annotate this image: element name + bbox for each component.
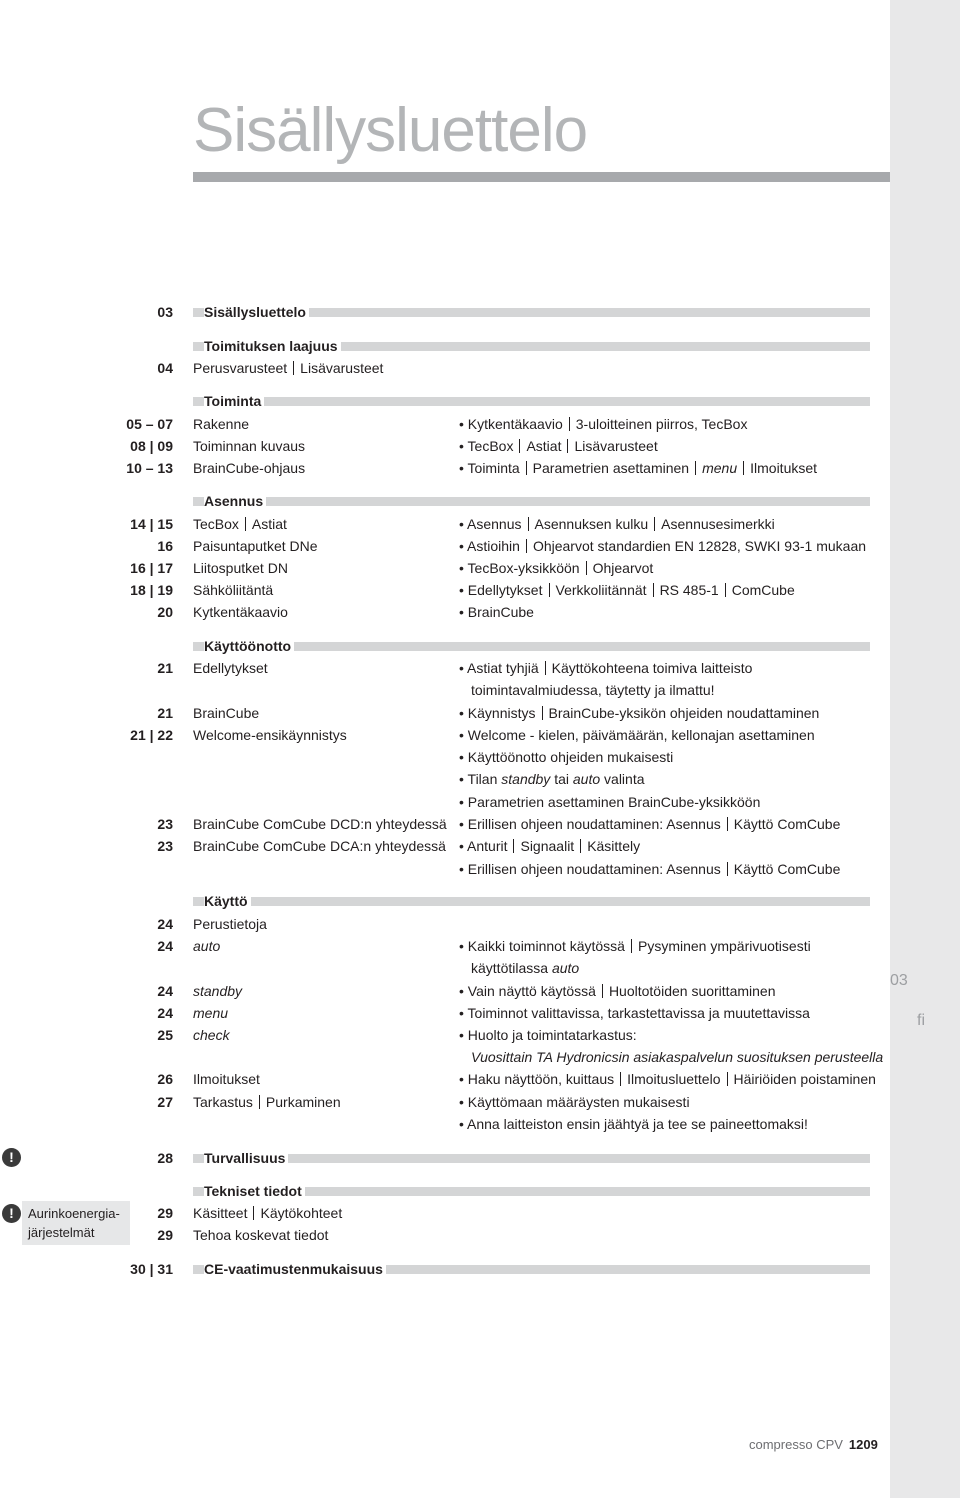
footer-code: 1209 bbox=[848, 1437, 878, 1452]
toc-entry: Liitosputket DN bbox=[193, 560, 288, 576]
toc-detail-continuation: käyttötilassa auto bbox=[471, 960, 580, 976]
toc-detail: • Welcome - kielen, päivämäärän, kellonajan asettaminen bbox=[459, 727, 815, 743]
section-page-number: 28 bbox=[157, 1150, 173, 1166]
page-title: Sisällysluettelo bbox=[193, 96, 588, 165]
section-heading: Sisällysluettelo bbox=[204, 304, 309, 320]
toc-detail: • Anturit Signaalit Käsittely bbox=[459, 838, 641, 854]
toc-entry: standby bbox=[193, 983, 243, 999]
toc-entry: Tehoa koskevat tiedot bbox=[193, 1227, 329, 1243]
toc-detail: • Haku näyttöön, kuittaus Ilmoitusluettelo Häiriöiden poistaminen bbox=[459, 1071, 876, 1087]
page-number: 16 | 17 bbox=[130, 560, 173, 576]
toc-entry: Kytkentäkaavio bbox=[193, 604, 288, 620]
toc-detail: • Erillisen ohjeen noudattaminen: Asennus Käyttö ComCube bbox=[459, 816, 841, 832]
toc-detail: • Astiat tyhjiä Käyttökohteena toimiva laitteisto bbox=[459, 660, 753, 676]
page-number: 05 – 07 bbox=[126, 416, 173, 432]
toc-detail: • Edellytykset Verkkoliitännät RS 485-1 ComCube bbox=[459, 582, 795, 598]
toc-detail: • Huolto ja toimintatarkastus: bbox=[459, 1027, 637, 1043]
toc-entry: Käsitteet Käytökohteet bbox=[193, 1205, 343, 1221]
toc-detail: • Asennus Asennuksen kulku Asennusesimerkki bbox=[459, 516, 775, 532]
toc-detail: • Toiminta Parametrien asettaminen menu Ilmoitukset bbox=[459, 460, 818, 476]
section-page-number: 30 | 31 bbox=[130, 1261, 173, 1277]
section-heading: Toiminta bbox=[204, 393, 264, 409]
page-number: 29 bbox=[157, 1227, 173, 1243]
toc-entry: Paisuntaputket DNe bbox=[193, 538, 318, 554]
page-number: 04 bbox=[157, 360, 173, 376]
toc-entry: TecBox Astiat bbox=[193, 516, 287, 532]
toc-detail: • TecBox Astiat Lisävarusteet bbox=[459, 438, 658, 454]
solar-systems-box bbox=[22, 1201, 130, 1245]
toc-entry: Rakenne bbox=[193, 416, 250, 432]
page-number: 24 bbox=[157, 983, 173, 999]
page-number: 24 bbox=[157, 1005, 173, 1021]
page-footer bbox=[749, 1437, 878, 1452]
page-number: 18 | 19 bbox=[130, 582, 173, 598]
page-number: 27 bbox=[157, 1094, 173, 1110]
toc-detail: • Tilan standby tai auto valinta bbox=[459, 771, 645, 787]
toc-entry: auto bbox=[193, 938, 221, 954]
toc-entry: BrainCube ComCube DCA:n yhteydessä bbox=[193, 838, 446, 854]
page-number: 21 bbox=[157, 705, 173, 721]
toc-detail: • Astioihin Ohjearvot standardien EN 12828, SWKI 93-1 mukaan bbox=[459, 538, 867, 554]
page-number: 26 bbox=[157, 1071, 173, 1087]
section-heading: Asennus bbox=[204, 493, 266, 509]
toc-entry: BrainCube ComCube DCD:n yhteydessä bbox=[193, 816, 447, 832]
right-margin-strip bbox=[890, 0, 960, 1498]
toc-detail: • Käyttöönotto ohjeiden mukaisesti bbox=[459, 749, 674, 765]
page-number: 08 | 09 bbox=[130, 438, 173, 454]
toc-entry: Welcome-ensikäynnistys bbox=[193, 727, 347, 743]
side-box-line: järjestelmät bbox=[28, 1225, 95, 1240]
toc-detail: • BrainCube bbox=[459, 604, 534, 620]
toc-entry: BrainCube bbox=[193, 705, 260, 721]
page-number: 25 bbox=[157, 1027, 173, 1043]
section-heading: Tekniset tiedot bbox=[204, 1183, 305, 1199]
section-bar bbox=[193, 642, 870, 651]
toc-entry: Sähköliitäntä bbox=[193, 582, 274, 598]
toc-detail: • Käynnistys BrainCube-yksikön ohjeiden noudattaminen bbox=[459, 705, 820, 721]
sidebar-page-number: 03 bbox=[890, 972, 908, 989]
page-number: 20 bbox=[157, 604, 173, 620]
page-number: 21 | 22 bbox=[130, 727, 173, 743]
toc-detail-continuation: Vuosittain TA Hydronicsin asiakaspalvelun suosituksen perusteella bbox=[471, 1049, 884, 1065]
toc-entry: menu bbox=[193, 1005, 229, 1021]
page-number: 16 bbox=[157, 538, 173, 554]
toc-detail: • TecBox-yksikköön Ohjearvot bbox=[459, 560, 654, 576]
toc-entry: Edellytykset bbox=[193, 660, 268, 676]
section-page-number: 03 bbox=[157, 304, 173, 320]
section-bar bbox=[193, 1154, 870, 1163]
toc-entry: Toiminnan kuvaus bbox=[193, 438, 306, 454]
toc-detail: • Käyttömaan määräysten mukaisesti bbox=[459, 1094, 690, 1110]
section-heading: CE-vaatimustenmukaisuus bbox=[204, 1261, 386, 1277]
toc-detail: • Kaikki toiminnot käytössä Pysyminen ympärivuotisesti bbox=[459, 938, 811, 954]
toc-entry: check bbox=[193, 1027, 230, 1043]
page-number: 23 bbox=[157, 816, 173, 832]
section-bar bbox=[193, 397, 870, 406]
sidebar-language-code: fi bbox=[917, 1012, 925, 1029]
toc-detail: • Toiminnot valittavissa, tarkastettavissa ja muutettavissa bbox=[459, 1005, 810, 1021]
page-number: 23 bbox=[157, 838, 173, 854]
side-box-line: Aurinkoenergia- bbox=[28, 1206, 120, 1221]
section-bar bbox=[193, 897, 870, 906]
toc-entry: Perusvarusteet Lisävarusteet bbox=[193, 360, 384, 376]
warning-icon: ! bbox=[2, 1204, 21, 1223]
page-number: 24 bbox=[157, 938, 173, 954]
page-number: 29 bbox=[157, 1205, 173, 1221]
page-number: 14 | 15 bbox=[130, 516, 173, 532]
section-heading: Toimituksen laajuus bbox=[204, 338, 341, 354]
section-heading: Turvallisuus bbox=[204, 1150, 288, 1166]
toc-detail: • Kytkentäkaavio 3-uloitteinen piirros, TecBox bbox=[459, 416, 748, 432]
toc-entry: Perustietoja bbox=[193, 916, 267, 932]
toc-detail-continuation: toimintavalmiudessa, täytetty ja ilmattu! bbox=[471, 682, 715, 698]
toc-detail: • Anna laitteiston ensin jäähtyä ja tee se paineettomaksi! bbox=[459, 1116, 808, 1132]
toc-entry: Tarkastus Purkaminen bbox=[193, 1094, 341, 1110]
toc-detail: • Vain näyttö käytössä Huoltotöiden suorittaminen bbox=[459, 983, 776, 999]
section-bar bbox=[193, 497, 870, 506]
toc-detail: • Parametrien asettaminen BrainCube-yksikköön bbox=[459, 794, 761, 810]
section-heading: Käyttö bbox=[204, 893, 251, 909]
toc-entry: Ilmoitukset bbox=[193, 1071, 260, 1087]
toc-entry: BrainCube-ohjaus bbox=[193, 460, 306, 476]
page-number: 21 bbox=[157, 660, 173, 676]
page-number: 10 – 13 bbox=[126, 460, 173, 476]
title-underline-bar bbox=[193, 172, 890, 182]
page-number: 24 bbox=[157, 916, 173, 932]
warning-icon: ! bbox=[2, 1148, 21, 1167]
footer-product: compresso CPV bbox=[749, 1437, 843, 1452]
toc-detail: • Erillisen ohjeen noudattaminen: Asennus Käyttö ComCube bbox=[459, 861, 841, 877]
section-heading: Käyttöönotto bbox=[204, 638, 294, 654]
